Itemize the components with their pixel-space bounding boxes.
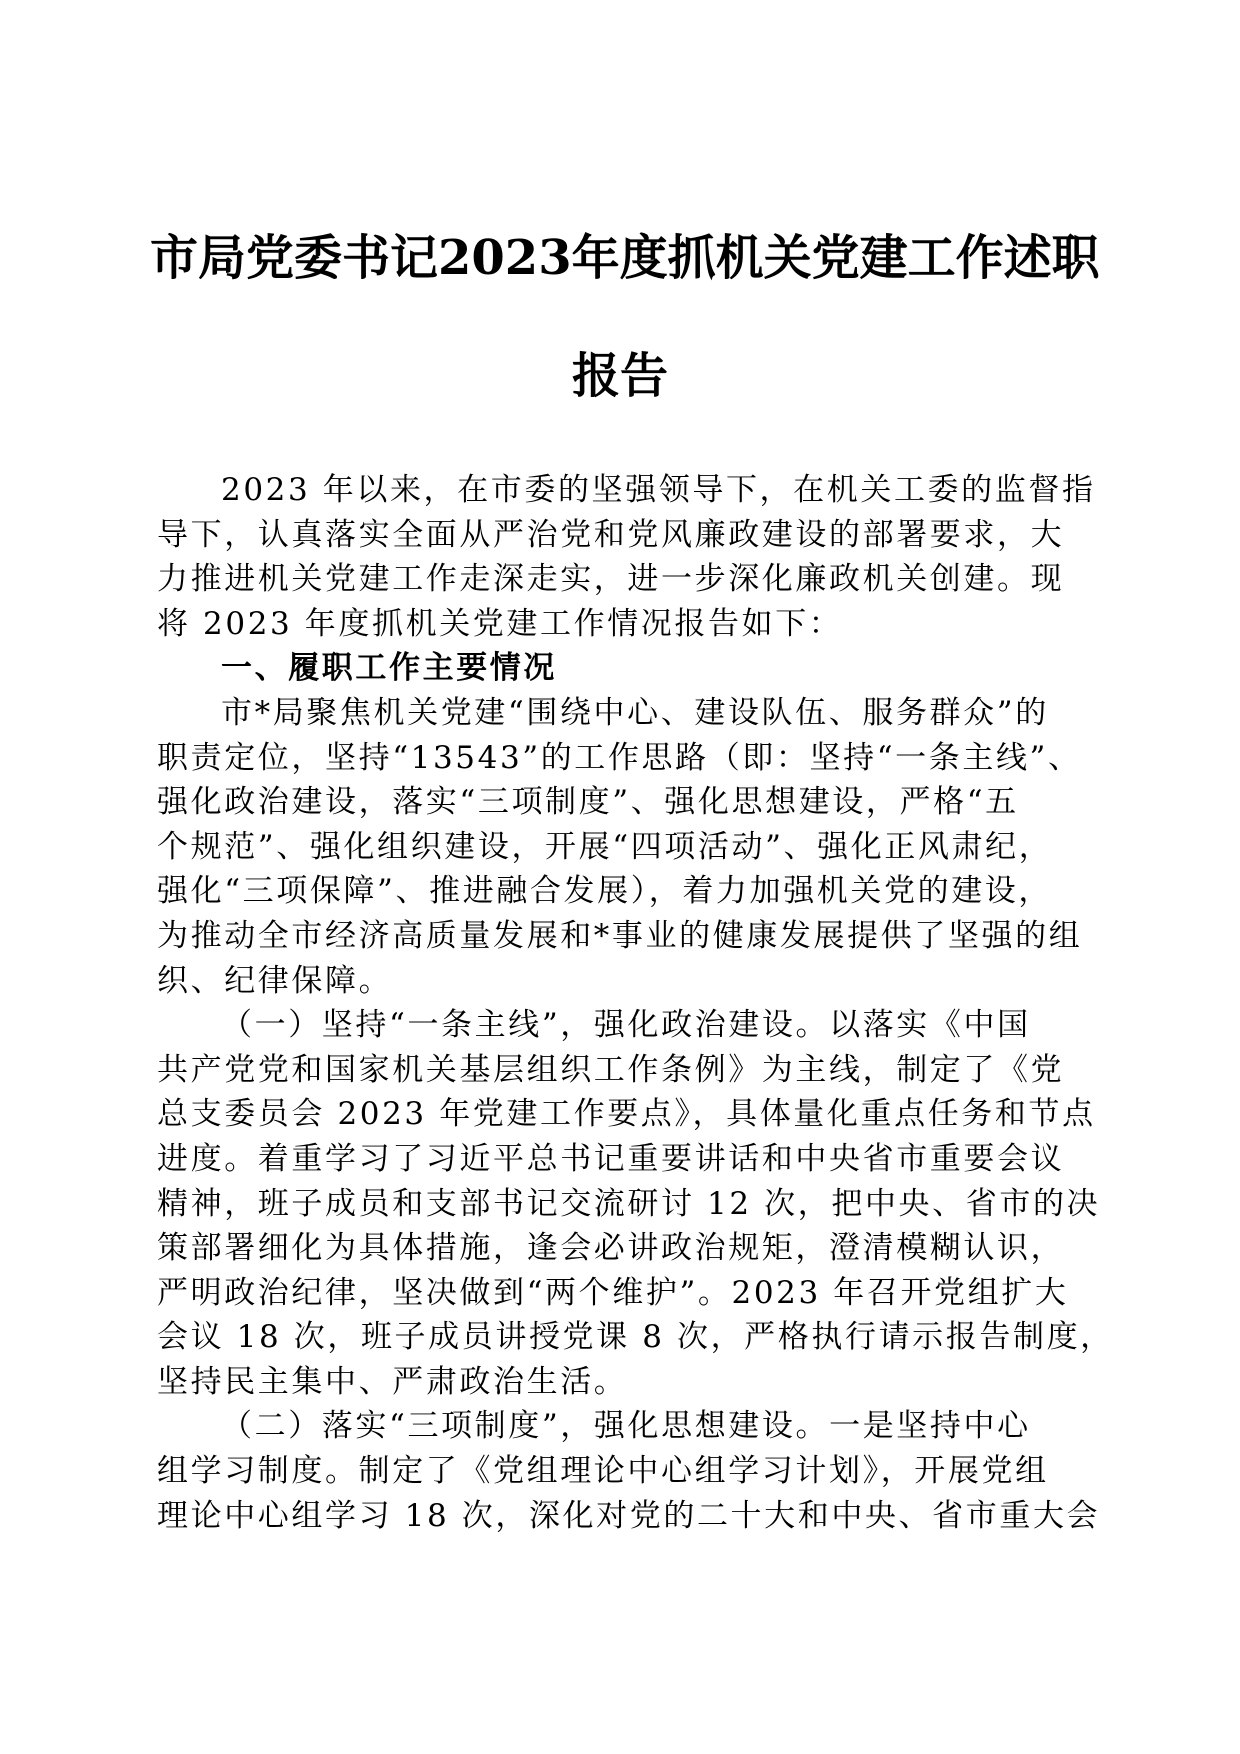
body-line: 会议 18 次，班子成员讲授党课 8 次，严格执行请示报告制度，: [157, 1319, 1114, 1356]
body-line: 力推进机关党建工作走深走实，进一步深化廉政机关创建。现: [157, 561, 1065, 598]
body-line: 为推动全市经济高质量发展和*事业的健康发展提供了坚强的组: [157, 917, 1083, 954]
body-line: 总支委员会 2023 年党建工作要点》，具体量化重点任务和节点: [157, 1096, 1096, 1133]
body-line: 将 2023 年度抓机关党建工作情况报告如下：: [157, 605, 843, 642]
body-line: 严明政治纪律，坚决做到“两个维护”。2023 年召开党组扩大: [157, 1274, 1069, 1311]
body-line: 精神，班子成员和支部书记交流研讨 12 次，把中央、省市的决: [157, 1185, 1101, 1222]
body-line: 理论中心组学习 18 次，深化对党的二十大和中央、省市重大会: [157, 1497, 1101, 1534]
body-line: 共产党党和国家机关基层组织工作条例》为主线，制定了《党: [157, 1051, 1065, 1088]
body-line: 进度。着重学习了习近平总书记重要讲话和中央省市重要会议: [157, 1140, 1065, 1177]
document-title-line-2: 报告: [571, 348, 668, 404]
body-line: 强化政治建设，落实“三项制度”、强化思想建设，严格“五: [157, 784, 1019, 821]
body-line: （一）坚持“一条主线”，强化政治建设。以落实《中国: [221, 1007, 1031, 1044]
body-line: （二）落实“三项制度”，强化思想建设。一是坚持中心: [221, 1408, 1031, 1445]
body-line: 2023 年以来，在市委的坚强领导下，在机关工委的监督指: [221, 472, 1096, 508]
body-line: 坚持民主集中、严肃政治生活。: [157, 1363, 628, 1400]
body-line: 个规范”、强化组织建设，开展“四项活动”、强化正风肃纪，: [157, 828, 1053, 865]
body-line: 导下，认真落实全面从严治党和党风廉政建设的部署要求，大: [157, 516, 1065, 553]
body-line: 织、纪律保障。: [157, 962, 393, 999]
document-title-line-1: 市局党委书记2023年度抓机关党建工作述职: [150, 230, 1100, 286]
section-heading: 一、履职工作主要情况: [221, 650, 557, 687]
body-line: 市*局聚焦机关党建“围绕中心、建设队伍、服务群众”的: [221, 694, 1049, 731]
body-line: 组学习制度。制定了《党组理论中心组学习计划》，开展党组: [157, 1453, 1049, 1490]
body-line: 职责定位，坚持“13543”的工作思路（即：坚持“一条主线”、: [157, 739, 1082, 776]
body-line: 强化“三项保障”、推进融合发展），着力加强机关党的建设，: [157, 873, 1052, 910]
body-line: 策部署细化为具体措施，逢会必讲政治规矩，澄清模糊认识，: [157, 1230, 1065, 1267]
document-body: [157, 468, 1114, 1538]
